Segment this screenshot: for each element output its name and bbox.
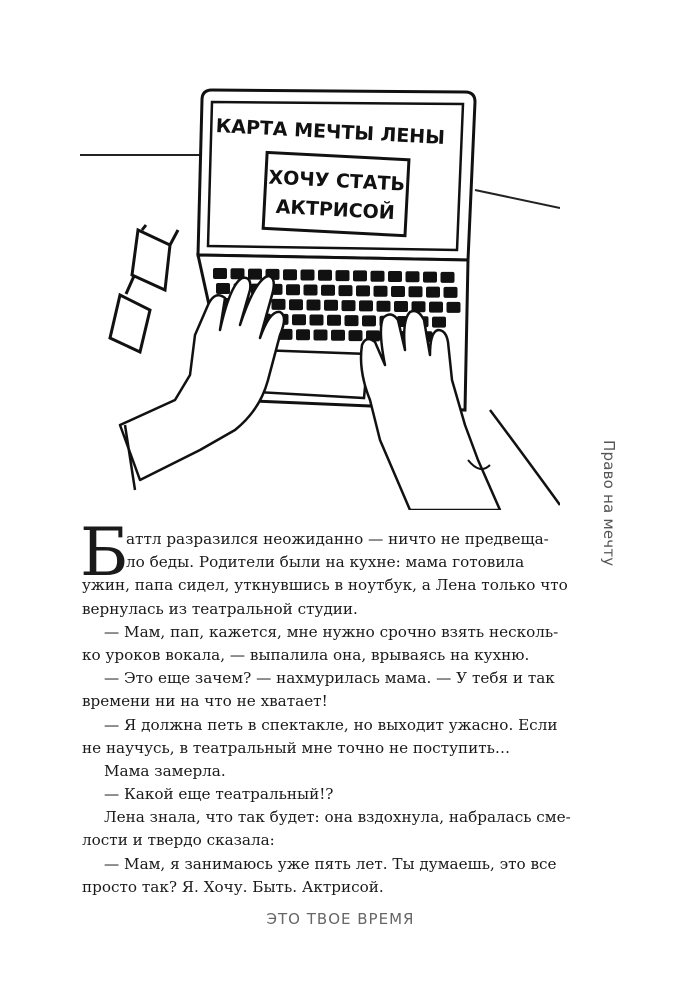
text-line: вернулась из театральной студии. bbox=[82, 599, 358, 618]
keyboard-key bbox=[289, 299, 303, 310]
keyboard-key bbox=[321, 285, 335, 296]
keyboard-key bbox=[394, 301, 408, 312]
text-line: не научусь, в театральный мне точно не поступить… bbox=[82, 738, 511, 757]
keyboard-key bbox=[318, 270, 332, 281]
keyboard-key bbox=[272, 299, 286, 310]
keyboard-key bbox=[356, 285, 370, 296]
keyboard-key bbox=[359, 300, 373, 311]
keyboard-key bbox=[296, 329, 310, 340]
keyboard-key bbox=[324, 300, 338, 311]
keyboard-key bbox=[310, 315, 324, 326]
side-running-title bbox=[600, 440, 618, 620]
keyboard-key bbox=[423, 272, 437, 283]
keyboard-key bbox=[213, 268, 227, 279]
screen-title: КАРТА МЕЧТЫ ЛЕНЫ bbox=[215, 115, 446, 149]
keyboard-key bbox=[374, 286, 388, 297]
keyboard-key bbox=[216, 283, 230, 294]
keyboard-key bbox=[314, 330, 328, 341]
keyboard-key bbox=[307, 300, 321, 311]
keyboard-key bbox=[342, 300, 356, 311]
keyboard-key bbox=[441, 272, 455, 283]
drop-cap: Б bbox=[80, 514, 129, 591]
text-line: Мама замерла. bbox=[104, 761, 226, 780]
side-title-text: Право на мечту bbox=[600, 440, 618, 567]
right-hand bbox=[361, 311, 500, 510]
keyboard-key bbox=[283, 269, 297, 280]
keyboard-key bbox=[406, 271, 420, 282]
keyboard-key bbox=[286, 284, 300, 295]
text-line: Лена знала, что так будет: она вздохнула, набралась сме- bbox=[104, 808, 571, 827]
keyboard-key bbox=[447, 302, 461, 313]
keyboard-key bbox=[248, 269, 262, 280]
text-line: лости и твердо сказала: bbox=[82, 831, 275, 850]
text-line: времени ни на что не хватает! bbox=[82, 692, 328, 711]
keyboard-key bbox=[331, 330, 345, 341]
keyboard-key bbox=[409, 286, 423, 297]
keyboard-key bbox=[345, 315, 359, 326]
keyboard-key bbox=[371, 271, 385, 282]
keyboard-key bbox=[349, 330, 363, 341]
text-line: ужин, папа сидел, уткнувшись в ноутбук, а Лена только что bbox=[82, 576, 568, 595]
keyboard-key bbox=[336, 270, 350, 281]
keyboard-key bbox=[429, 302, 443, 313]
text-line: аттл разразился неожиданно — ничто не предвеща- bbox=[126, 530, 549, 548]
keyboard-key bbox=[301, 270, 315, 281]
story-text bbox=[80, 514, 571, 899]
keyboard-key bbox=[353, 270, 367, 281]
text-line: — Мам, пап, кажется, мне нужно срочно взять несколь- bbox=[104, 622, 559, 641]
glasses-icon bbox=[110, 225, 178, 352]
text-line: — Это еще зачем? — нахмурилась мама. — У тебя и так bbox=[104, 669, 555, 688]
keyboard-key bbox=[362, 315, 376, 326]
keyboard-key bbox=[292, 314, 306, 325]
keyboard-key bbox=[388, 271, 402, 282]
text-line: — Мам, я занимаюсь уже пять лет. Ты думаешь, это все bbox=[104, 854, 557, 873]
text-line: просто так? Я. Хочу. Быть. Актрисой. bbox=[82, 877, 384, 896]
screen-box-line1: ХОЧУ СТАТЬ bbox=[268, 166, 406, 196]
keyboard-key bbox=[444, 287, 458, 298]
text-line: — Я должна петь в спектакле, но выходит ужасно. Если bbox=[104, 715, 558, 734]
keyboard-key bbox=[391, 286, 405, 297]
screen-box-line2: АКТРИСОЙ bbox=[275, 195, 396, 225]
keyboard-key bbox=[327, 315, 341, 326]
text-line: — Какой еще театральный!? bbox=[104, 785, 334, 804]
text-line: ко уроков вокала, — выпалила она, врываясь на кухню. bbox=[82, 645, 530, 664]
keyboard-key bbox=[432, 317, 446, 328]
page-footer: ЭТО ТВОЕ ВРЕМЯ bbox=[266, 910, 415, 928]
keyboard-key bbox=[304, 285, 318, 296]
text-line: ло беды. Родители были на кухне: мама готовила bbox=[126, 553, 525, 572]
keyboard-key bbox=[339, 285, 353, 296]
keyboard-key bbox=[377, 301, 391, 312]
keyboard-key bbox=[426, 287, 440, 298]
laptop-illustration bbox=[80, 80, 560, 510]
